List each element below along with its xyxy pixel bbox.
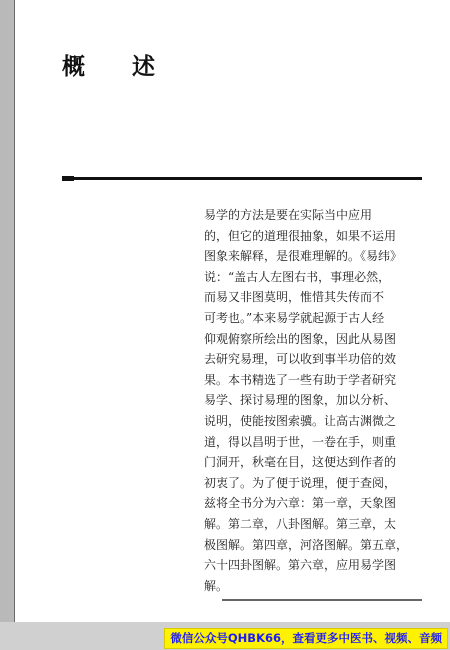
text-line: 道，得以昌明于世，一卷在手，则重 [204, 434, 397, 449]
text-line: 易学的方法是要在实际当中应用 [204, 208, 373, 222]
text-line: 可考也。”本来易学就起源于古人经 [204, 310, 385, 325]
text-line: 解。 [204, 578, 229, 593]
top-divider [62, 177, 422, 180]
text-line: 仰观俯察所绘出的图象，因此从易图 [204, 331, 397, 346]
body-paragraph [204, 205, 409, 596]
text-line: 去研究易理，可以收到事半功倍的效 [204, 352, 397, 367]
text-line: 易学、探讨易理的图象，加以分析、 [204, 393, 397, 408]
text-line: 说：“盖古人左图右书，事理必然， [204, 269, 391, 284]
text-line: 的，但它的道理很抽象，如果不运用 [204, 228, 397, 243]
title-char-1: 概 [62, 54, 85, 80]
page-title [62, 48, 155, 81]
text-line: 六十四卦图解。第六章，应用易学图 [204, 558, 397, 573]
page-left-edge [14, 0, 15, 650]
text-line: 解。第二章，八卦图解。第三章，太 [204, 516, 397, 531]
text-line: 初衷了。为了便于说理，便于查阅， [204, 475, 397, 490]
watermark-banner: 微信公众号QHBK66，查看更多中医书、视频、音频 [164, 628, 448, 649]
text-line: 极图解。第四章，河洛图解。第五章， [204, 537, 409, 552]
text-line: 图象来解释，是很难理解的。《易纬》 [204, 249, 403, 264]
bottom-divider [222, 599, 422, 601]
title-char-2: 述 [132, 54, 155, 80]
text-line: 说明，使能按图索骥。让高古渊微之 [204, 413, 397, 428]
text-line: 门洞开，秋毫在目，这便达到作者的 [204, 455, 397, 470]
text-line: 而易又非图莫明，惟惜其失传而不 [204, 290, 385, 305]
text-line: 兹将全书分为六章：第一章，天象图 [204, 496, 397, 511]
text-line: 果。本书精选了一些有助于学者研究 [204, 372, 397, 387]
viewer-left-frame [0, 0, 14, 650]
